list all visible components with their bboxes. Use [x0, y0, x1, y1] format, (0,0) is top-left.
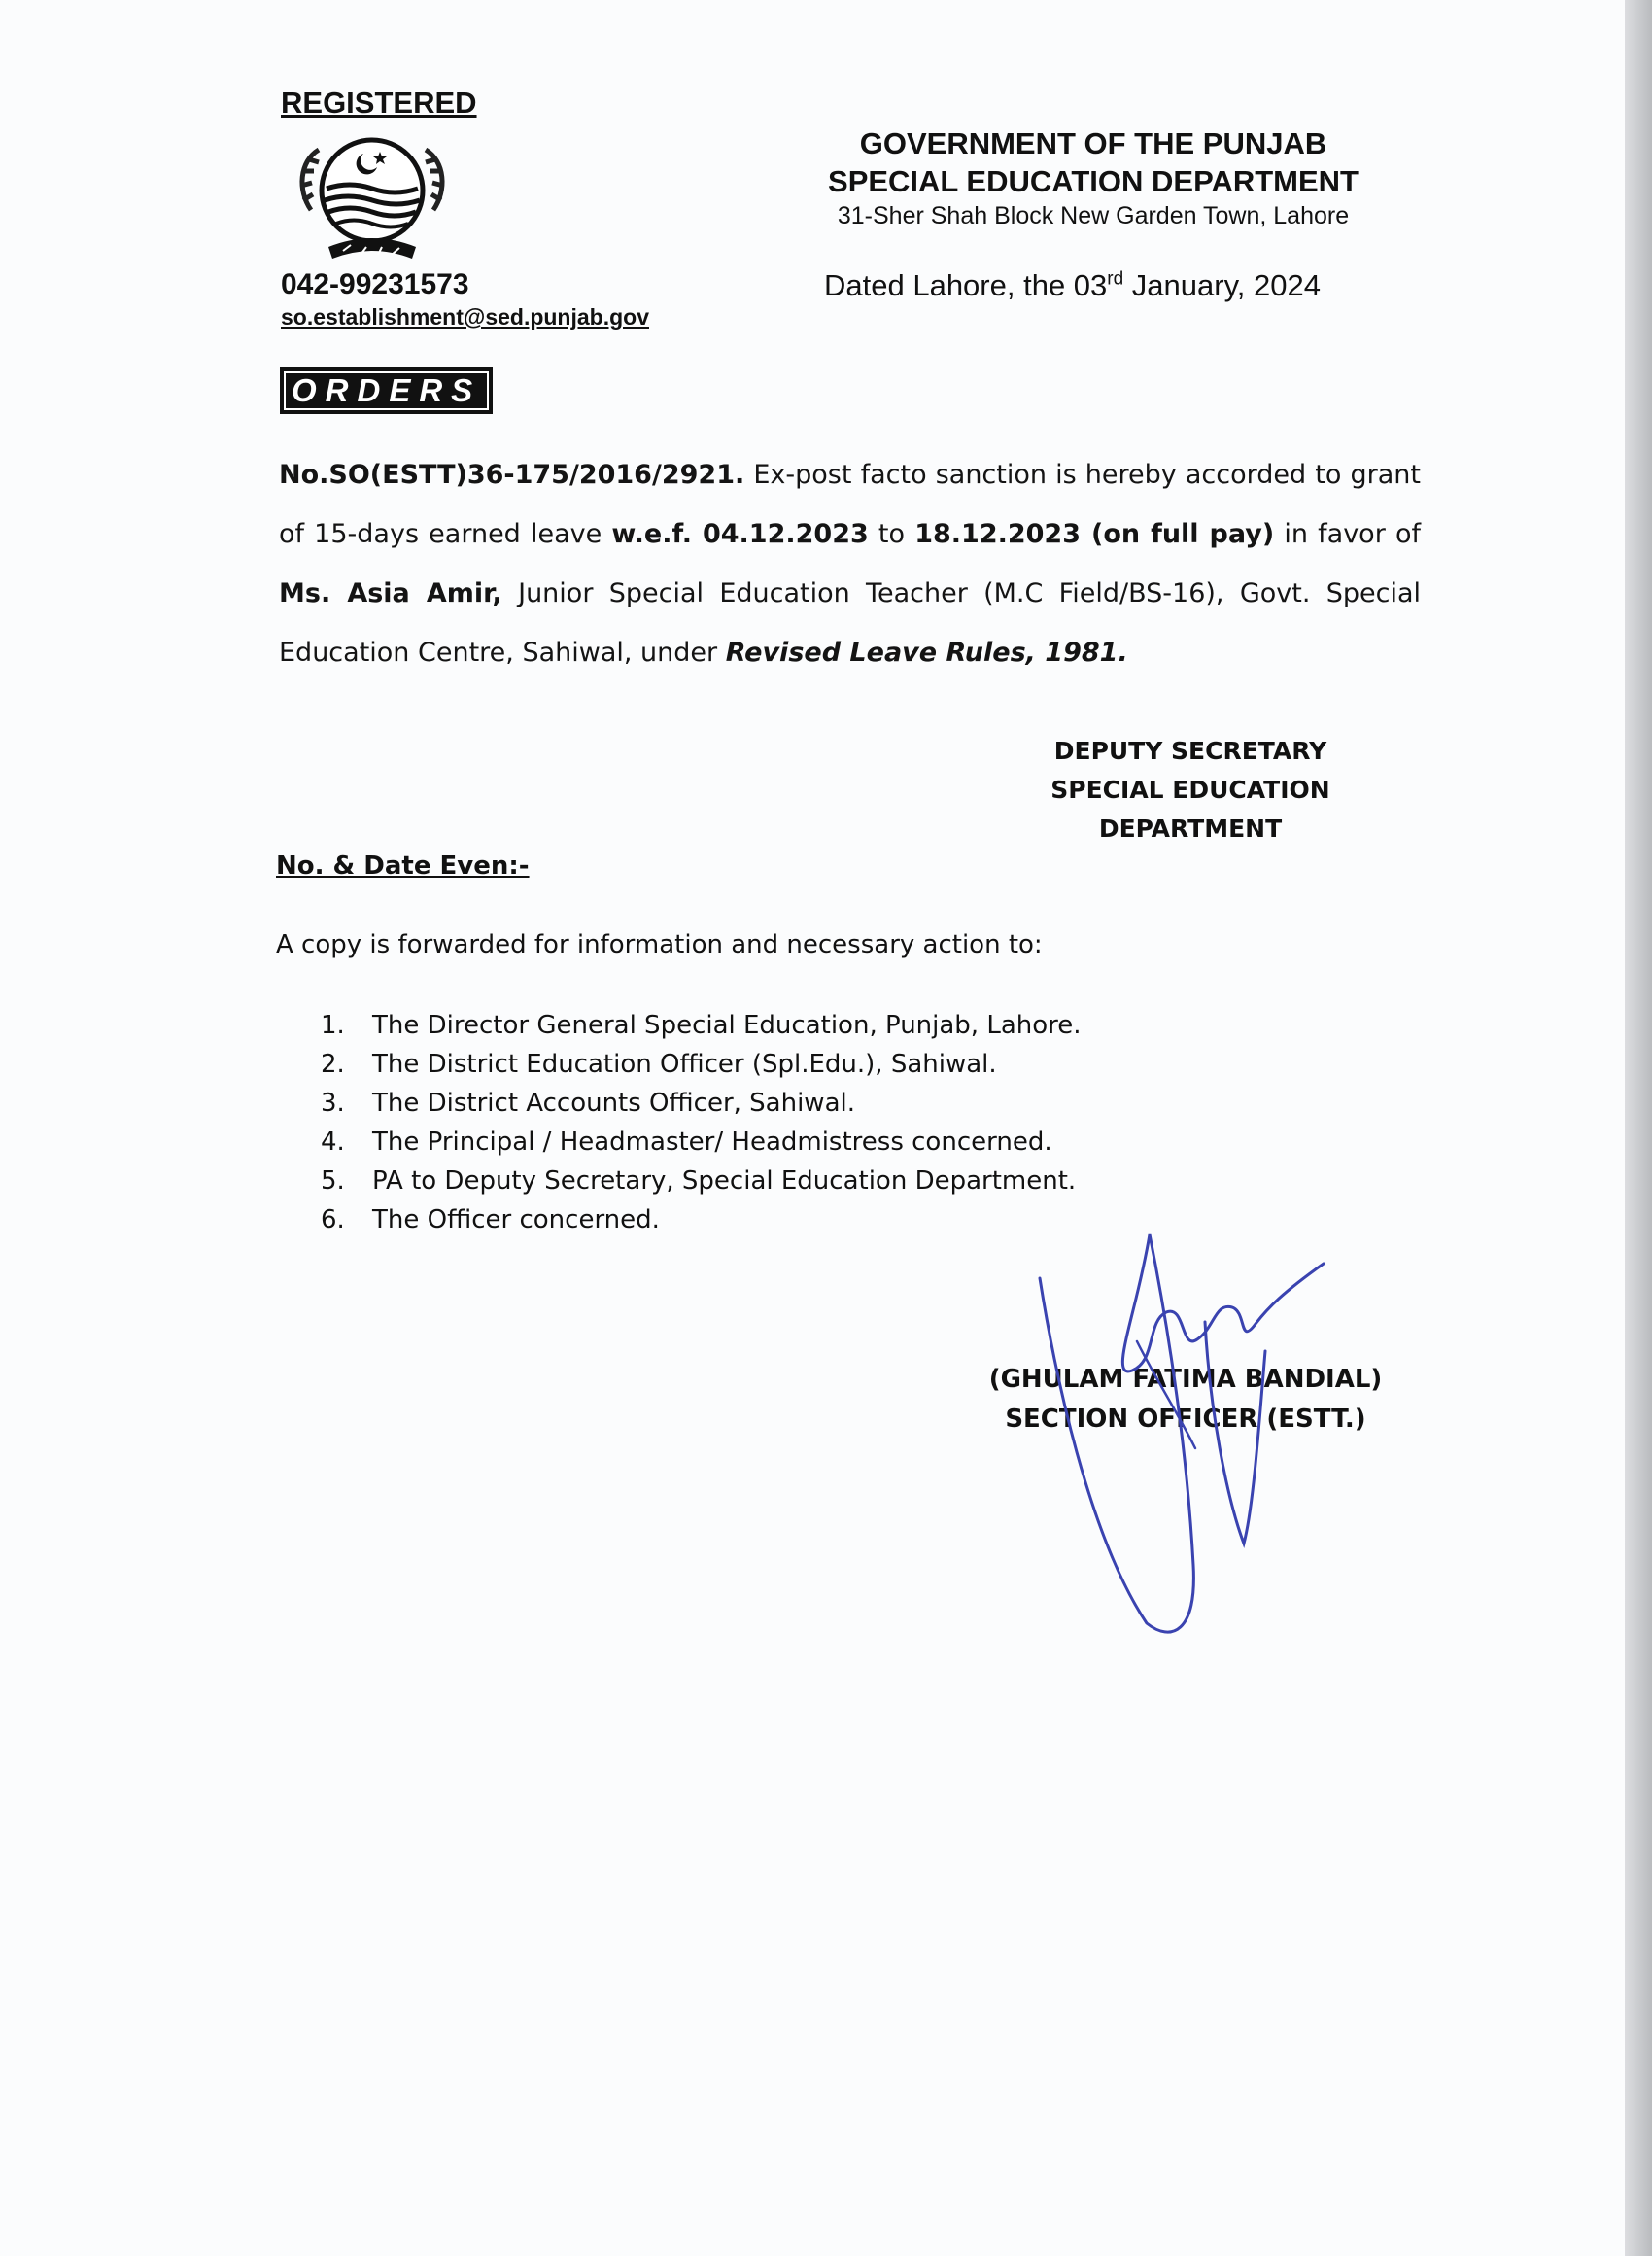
- copy-forwarded-line: A copy is forwarded for information and necessary action to:: [276, 930, 1043, 959]
- deputy-line-3: DEPARTMENT: [1098, 815, 1283, 843]
- order-paragraph: [279, 445, 1421, 682]
- dated-prefix: Dated Lahore, the 03: [824, 268, 1108, 302]
- recipient-list: [321, 1006, 1082, 1239]
- order-wef-date: w.e.f. 04.12.2023: [611, 519, 869, 549]
- list-item: 1. The Director General Special Education, Punjab, Lahore.: [321, 1011, 1082, 1040]
- dated-suffix: rd: [1107, 268, 1124, 290]
- email-address: so.establishment@sed.punjab.gov: [281, 304, 649, 330]
- registered-label: REGISTERED: [281, 86, 477, 120]
- office-address: 31-Sher Shah Block New Garden Town, Lahore: [837, 202, 1350, 229]
- government-heading: GOVERNMENT OF THE PUNJAB: [859, 126, 1327, 160]
- order-text-3: Junior Special Education Teacher (M.C Field/BS-16), Govt. Special Education Centre, Sahiwal, under: [279, 578, 1422, 668]
- scan-edge: [1625, 0, 1652, 2256]
- department-heading: SPECIAL EDUCATION DEPARTMENT: [828, 164, 1359, 198]
- dated-rest: January, 2024: [1123, 268, 1321, 302]
- order-to: to: [868, 519, 915, 549]
- order-number: No.SO(ESTT)36-175/2016/2921.: [279, 460, 745, 490]
- list-item: 6. The Officer concerned.: [321, 1205, 660, 1234]
- deputy-line-1: DEPUTY SECRETARY: [1053, 737, 1327, 765]
- leave-rules: Revised Leave Rules, 1981.: [725, 638, 1128, 668]
- punjab-crest-logo: [290, 132, 455, 270]
- orders-banner: ORDERS: [280, 367, 493, 414]
- list-item: 2. The District Education Officer (Spl.Edu.), Sahiwal.: [321, 1050, 997, 1079]
- no-date-even: No. & Date Even:-: [276, 851, 530, 881]
- list-item: 4. The Principal / Headmaster/ Headmistress concerned.: [321, 1128, 1052, 1157]
- order-text-2: in favor of: [1274, 519, 1421, 549]
- employee-name: Ms. Asia Amir,: [279, 578, 502, 608]
- handwritten-signature: [972, 1215, 1360, 1643]
- phone-number: 042-99231573: [281, 268, 469, 300]
- list-item: 5. PA to Deputy Secretary, Special Education Department.: [321, 1166, 1077, 1196]
- order-text-1: Ex-post facto sanction is hereby accorded to grant of 15-days earned leave: [279, 460, 1421, 549]
- deputy-line-2: SPECIAL EDUCATION: [1050, 776, 1330, 804]
- list-item: 3. The District Accounts Officer, Sahiwal.: [321, 1089, 855, 1118]
- signatory-title: SECTION OFFICER (ESTT.): [1005, 1405, 1366, 1434]
- signatory-name: (GHULAM FATIMA BANDIAL): [988, 1365, 1383, 1394]
- dated-line: [824, 268, 1321, 303]
- order-end-date: 18.12.2023 (on full pay): [914, 519, 1275, 549]
